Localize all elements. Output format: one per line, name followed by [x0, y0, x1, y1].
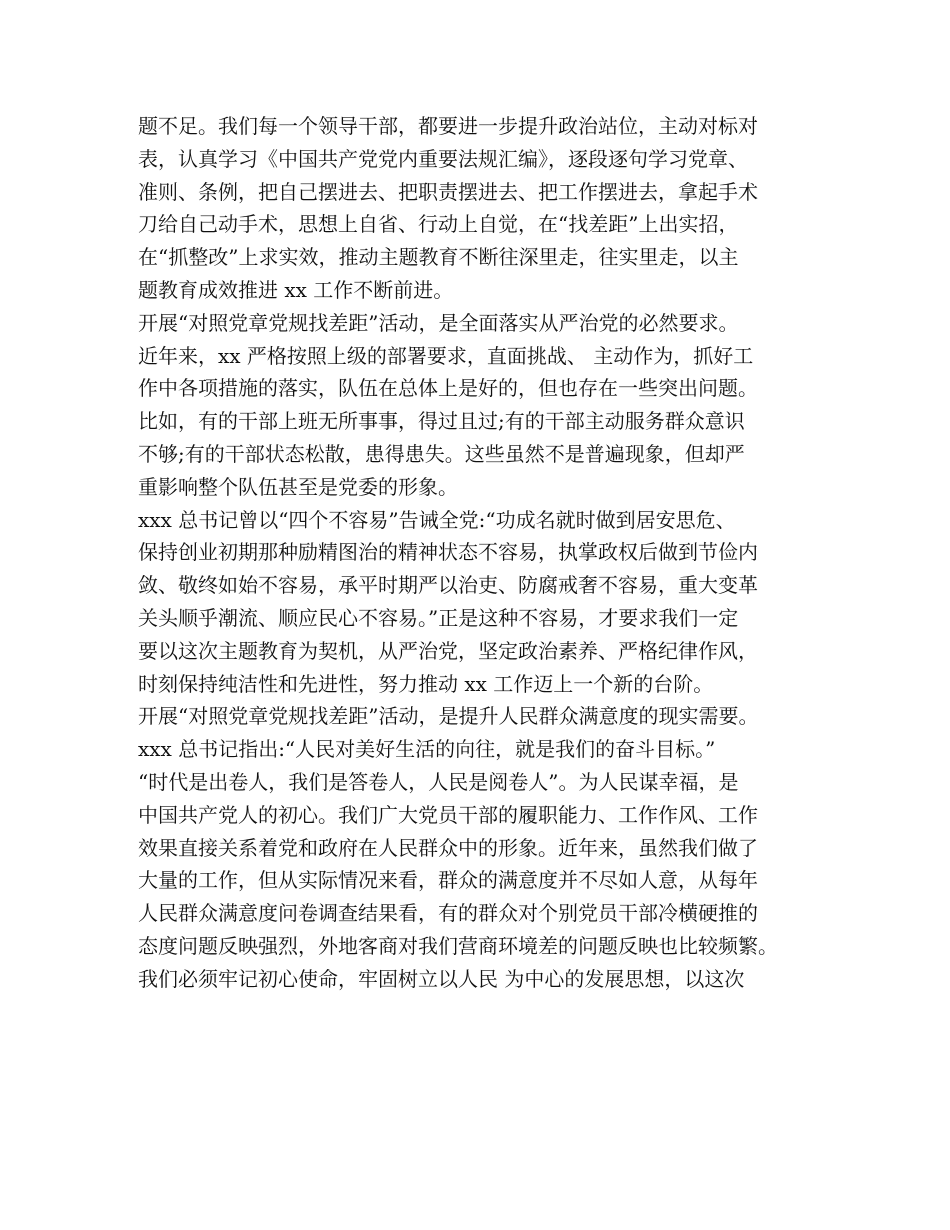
text-line: 准则、条例，把自己摆进去、把职责摆进去、把工作摆进去，拿起手术 — [138, 179, 758, 204]
text-line: 近年来，xx 严格按照上级的部署要求，直面挑战、 主动作为，抓好工 — [138, 343, 754, 368]
text-line: 作中各项措施的落实，队伍在总体上是好的，但也存在一些突出问题。 — [138, 376, 758, 401]
text-line: 保持创业初期那种励精图治的精神状态不容易，执掌政权后做到节俭内 — [138, 540, 758, 565]
text-line: 时刻保持纯洁性和先进性，努力推动 xx 工作迈上一个新的台阶。 — [138, 671, 714, 696]
text-line: 表，认真学习《中国共产党党内重要法规汇编》，逐段逐句学习党章、 — [138, 146, 748, 171]
text-line: 比如，有的干部上班无所事事，得过且过;有的干部主动服务群众意识 — [138, 409, 745, 434]
text-line: 效果直接关系着党和政府在人民群众中的形象。近年来，虽然我们做了 — [138, 835, 758, 860]
text-line: 开展“对照党章党规找差距”活动，是全面落实从严治党的必然要求。 — [138, 310, 739, 335]
text-line: 刀给自己动手术，思想上自省、行动上自觉，在“找差距”上出实招， — [138, 212, 739, 237]
text-line: 我们必须牢记初心使命，牢固树立以人民 为中心的发展思想，以这次 — [138, 966, 745, 991]
text-line: 要以这次主题教育为契机，从严治党，坚定政治素养、严格纪律作风， — [138, 638, 758, 663]
text-line: 态度问题反映强烈，外地客商对我们营商环境差的问题反映也比较频繁。 — [138, 933, 778, 958]
text-line: 开展“对照党章党规找差距”活动，是提升人民群众满意度的现实需要。 — [138, 704, 759, 729]
text-line: 敛、敬终如始不容易，承平时期严以治吏、防腐戒奢不容易，重大变革 — [138, 573, 758, 598]
text-line: 不够;有的干部状态松散，患得患失。这些虽然不是普遍现象，但却严 — [138, 441, 745, 466]
text-line: 中国共产党人的初心。我们广大党员干部的履职能力、工作作风、工作 — [138, 802, 758, 827]
text-line: 关头顺乎潮流、顺应民心不容易。”正是这种不容易，才要求我们一定 — [138, 605, 739, 630]
text-line: 人民群众满意度问卷调查结果看，有的群众对个别党员干部冷横硬推的 — [138, 901, 758, 926]
text-line: “时代是出卷人，我们是答卷人，人民是阅卷人”。为人民谋幸福，是 — [138, 769, 739, 794]
text-line: xxx 总书记指出:“人民对美好生活的向往，就是我们的奋斗目标。” — [138, 737, 716, 762]
text-line: xxx 总书记曾以“四个不容易”告诫全党:“功成名就时做到居安思危、 — [138, 507, 736, 532]
text-line: 题教育成效推进 xx 工作不断前进。 — [138, 277, 454, 302]
text-line: 在“抓整改”上求实效，推动主题教育不断往深里走，往实里走，以主 — [138, 245, 739, 270]
text-line: 大量的工作，但从实际情况来看，群众的满意度并不尽如人意，从每年 — [138, 868, 758, 893]
text-line: 题不足。我们每一个领导干部，都要进一步提升政治站位，主动对标对 — [138, 114, 758, 138]
text-line: 重影响整个队伍甚至是党委的形象。 — [138, 474, 458, 499]
document-body — [138, 110, 818, 996]
